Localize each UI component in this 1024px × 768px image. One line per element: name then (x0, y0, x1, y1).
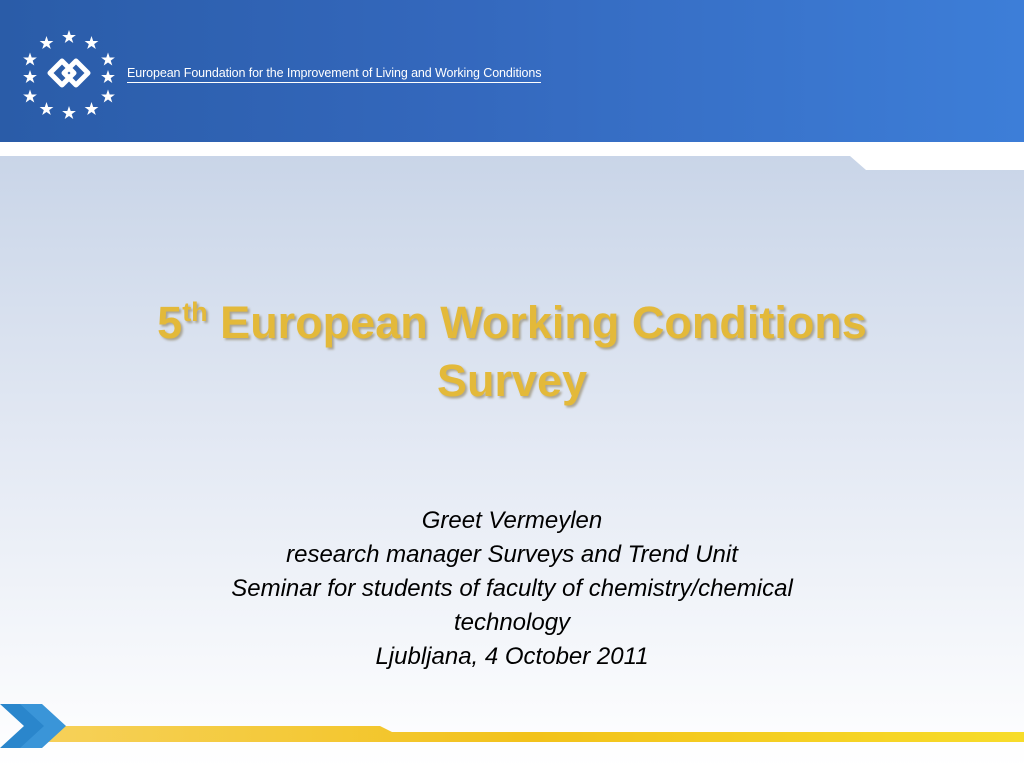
author-name: Greet Vermeylen (421, 507, 603, 534)
title-line-2: Survey (436, 355, 588, 406)
title-ordinal-number: 5 (157, 297, 183, 348)
title-ordinal-suffix: th (182, 297, 208, 327)
footer-bar (0, 726, 1024, 750)
slide-title (0, 294, 1024, 410)
header-band (0, 0, 1024, 142)
header-divider (0, 142, 1024, 156)
slide-subtitle (112, 504, 912, 674)
eurofound-stars-logo-icon (22, 28, 116, 122)
chevron-right-arrow-icon (0, 700, 70, 750)
event-line-2: technology (453, 609, 571, 636)
title-line-1: European Working Conditions (207, 297, 867, 348)
place-date: Ljubljana, 4 October 2011 (375, 643, 649, 670)
author-role: research manager Surveys and Trend Unit (286, 541, 738, 568)
content-background (0, 156, 1024, 768)
event-line-1: Seminar for students of faculty of chemistry/chemical (231, 575, 793, 602)
organization-name: European Foundation for the Improvement of Living and Working Conditions (127, 66, 541, 83)
